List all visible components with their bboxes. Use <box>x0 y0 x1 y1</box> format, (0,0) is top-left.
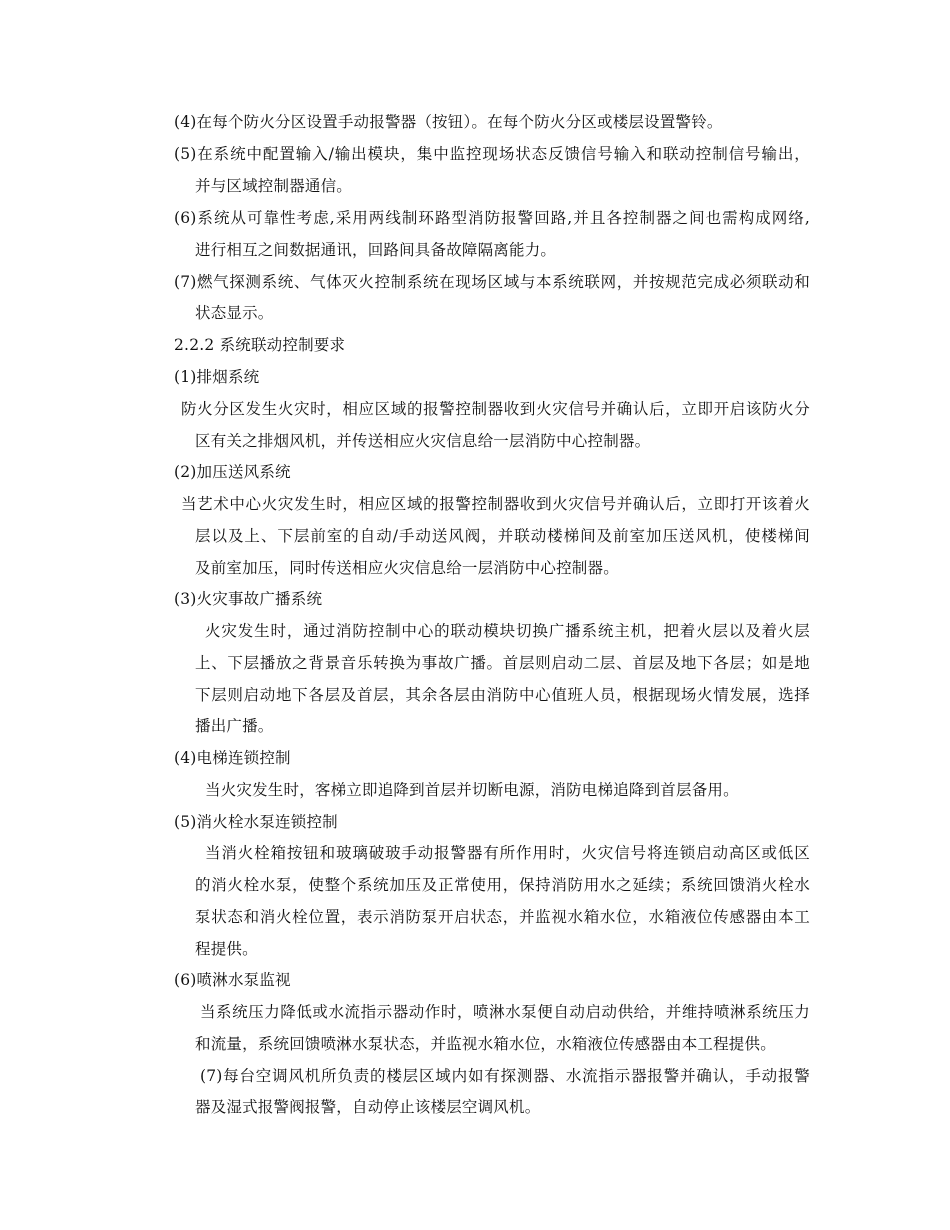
text-line: 上、下层播放之背景音乐转换为事故广播。首层则启动二层、首层及地下各层；如是地 <box>195 654 810 672</box>
subheading: (2)加压送风系统 <box>174 463 291 481</box>
text-line: (6)系统从可靠性考虑,采用两线制环路型消防报警回路,并且各控制器之间也需构成网络, <box>174 209 810 227</box>
text-line: 和流量，系统回馈喷淋水泵状态，并监视水箱水位，水箱液位传感器由本工程提供。 <box>195 1035 776 1053</box>
text-line: 火灾发生时，通过消防控制中心的联动模块切换广播系统主机，把着火层以及着火层 <box>205 622 810 640</box>
text-line: (7)每台空调风机所负责的楼层区域内如有探测器、水流指示器报警并确认，手动报警 <box>200 1067 810 1085</box>
text-line: 防火分区发生火灾时，相应区域的报警控制器收到火灾信号并确认后，立即开启该防火分 <box>181 400 810 418</box>
text-line: 当消火栓箱按钮和玻璃破玻手动报警器有所作用时，火灾信号将连锁启动高区或低区 <box>205 844 810 862</box>
text-line: 当火灾发生时，客梯立即追降到首层并切断电源，消防电梯追降到首层备用。 <box>205 781 739 799</box>
text-line: (7)燃气探测系统、气体灭火控制系统在现场区域与本系统联网，并按规范完成必须联动和 <box>174 273 810 291</box>
text-line: 程提供。 <box>195 940 258 958</box>
text-line: 当艺术中心火灾发生时，相应区域的报警控制器收到火灾信号并确认后，立即打开该着火 <box>181 495 810 513</box>
text-line: 下层则启动地下各层及首层，其余各层由消防中心值班人员，根据现场火情发展，选择 <box>195 686 810 704</box>
text-line: 层以及上、下层前室的自动/手动送风阀，并联动楼梯间及前室加压送风机，使楼梯间 <box>195 527 810 545</box>
section-heading: 2.2.2 系统联动控制要求 <box>174 336 346 354</box>
text-line: 泵状态和消火栓位置，表示消防泵开启状态，并监视水箱水位，水箱液位传感器由本工 <box>195 908 810 926</box>
subheading: (6)喷淋水泵监视 <box>174 971 291 989</box>
text-line: 并与区域控制器通信。 <box>195 177 353 195</box>
text-line: 进行相互之间数据通讯，回路间具备故障隔离能力。 <box>195 241 557 259</box>
text-line: 当系统压力降低或水流指示器动作时，喷淋水泵便自动启动供给，并维持喷淋系统压力 <box>200 1003 810 1021</box>
subheading: (3)火灾事故广播系统 <box>174 590 323 608</box>
text-line: 区有关之排烟风机，并传送相应火灾信息给一层消防中心控制器。 <box>195 432 651 450</box>
text-line: 器及湿式报警阀报警，自动停止该楼层空调风机。 <box>195 1098 541 1116</box>
text-line: 的消火栓水泵，使整个系统加压及正常使用，保持消防用水之延续；系统回馈消火栓水 <box>195 876 810 894</box>
text-line: 状态显示。 <box>195 304 274 322</box>
text-line: 播出广播。 <box>195 717 274 735</box>
text-line: (4)在每个防火分区设置手动报警器（按钮）。在每个防火分区或楼层设置警铃。 <box>174 113 723 131</box>
subheading: (5)消火栓水泵连锁控制 <box>174 813 338 831</box>
text-line: (5)在系统中配置输入/输出模块，集中监控现场状态反馈信号输入和联动控制信号输出， <box>174 145 810 163</box>
subheading: (4)电梯连锁控制 <box>174 749 291 767</box>
subheading: (1)排烟系统 <box>174 368 260 386</box>
text-line: 及前室加压，同时传送相应火灾信息给一层消防中心控制器。 <box>195 559 619 577</box>
